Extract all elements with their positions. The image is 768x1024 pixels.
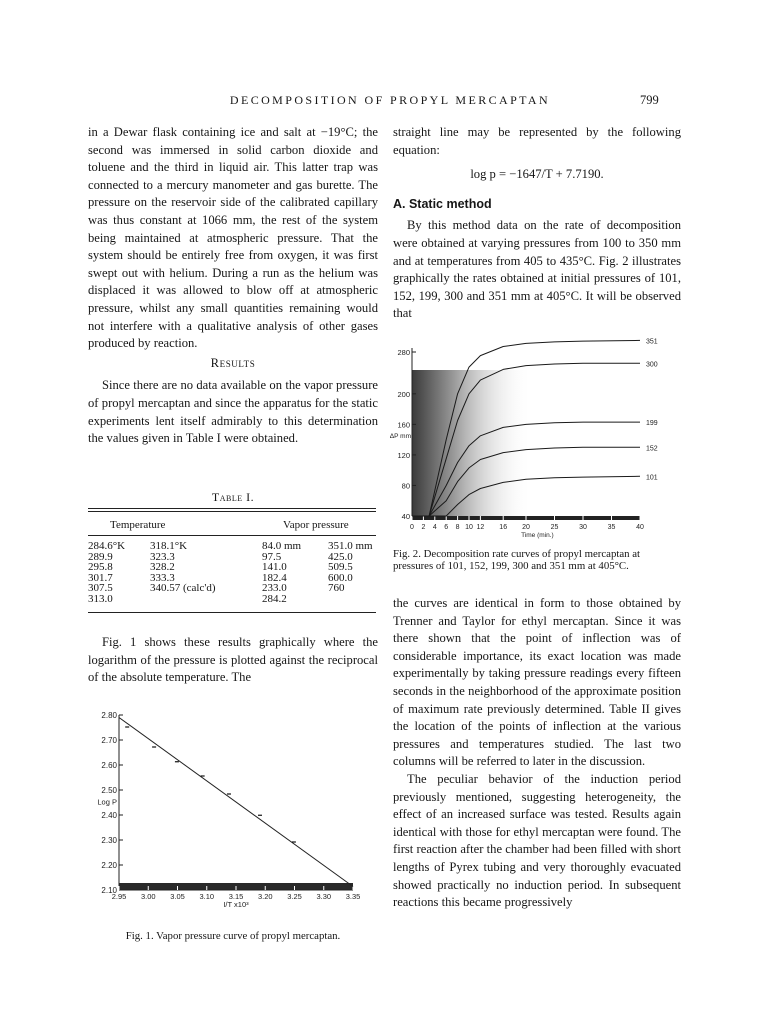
x-tick-label: 3.35	[345, 892, 361, 901]
right-paragraph-1: straight line may be represented by the following equation:	[393, 125, 681, 157]
right-column-top	[393, 124, 681, 323]
left-paragraph-2: Since there are no data available on the vapor pressure of propyl mercaptan and since the apparatus for the static experiments lent itself admirably to this determination the values given in Table I were obtained.	[88, 378, 378, 446]
series-label-101: 101	[646, 474, 658, 482]
x-tick-label: 35	[607, 524, 616, 531]
table-cell: 289.9	[88, 550, 113, 563]
table-row	[88, 594, 378, 605]
table-top-rule	[88, 508, 376, 509]
table-cell: 295.8	[88, 561, 113, 573]
table-row	[88, 583, 378, 594]
x-tick-label: 20	[522, 524, 530, 531]
figure-2-caption: Fig. 2. Decomposition rate curves of propyl mercaptan at pressures of 101, 152, 199, 300 and 351 mm at 405°C.	[393, 548, 641, 572]
y-tick-label: 2.80	[101, 711, 117, 720]
y-tick-label: 120	[397, 450, 410, 460]
y-tick-label: 2.70	[101, 736, 117, 745]
table-cell	[150, 594, 262, 605]
table-title: Table I.	[211, 490, 255, 504]
x-tick-label: 10	[465, 524, 473, 531]
table-cell: 301.7	[88, 571, 113, 584]
table-cell: 328.2	[150, 561, 175, 573]
y-tick-label: 200	[397, 389, 410, 399]
x-tick-label: 4	[432, 524, 437, 531]
table-cell: 318.1°K	[150, 540, 188, 552]
y-axis-label: ΔP mm	[390, 433, 411, 441]
x-tick-label: 3.05	[170, 892, 185, 901]
table-cell: 323.3	[150, 550, 175, 563]
results-heading: Results	[210, 355, 256, 370]
table-cell: 182.4	[262, 571, 287, 584]
table-row	[88, 541, 378, 552]
left-paragraph-3: Fig. 1 shows these results graphically where the logarithm of the pressure is plotted against the reciprocal of the absolute temperature. The	[88, 635, 378, 685]
y-tick-label: 280	[397, 348, 410, 357]
table-header-vapor-pressure: Vapor pressure	[283, 519, 349, 531]
table-cell: 333.3	[150, 571, 175, 584]
x-tick-label: 3.00	[140, 892, 156, 901]
table-cell: 84.0 mm	[262, 540, 302, 552]
x-tick-label: 3.20	[257, 892, 273, 901]
table-cell: 284.6°K	[88, 540, 126, 552]
table-cell: 760	[328, 582, 345, 594]
figure-1-caption: Fig. 1. Vapor pressure curve of propyl mercaptan.	[125, 930, 341, 942]
x-tick-label: 8	[455, 524, 460, 531]
table-cell: 509.5	[328, 561, 353, 573]
table-cell: 425.0	[328, 550, 353, 563]
x-axis-label: I/T x10³	[223, 900, 249, 909]
x-tick-label: 3.25	[287, 892, 302, 901]
y-tick-label: 2.10	[101, 886, 117, 895]
figure-1-chart	[85, 700, 385, 920]
x-tick-label: 6	[444, 524, 449, 531]
right-paragraph-4: The peculiar behavior of the induction period previously mentioned, suggesting heterogeneity, the effect of an increased surface was tested. Results again identical with those for ethyl mercaptan were found. The first reaction after the chamber had been filled with short lengths of Pyrex tubing and very thoroughly evacuated showed practically no induction period. In subsequent reactions this became progressively	[393, 771, 681, 910]
y-tick-label: 2.20	[101, 861, 117, 870]
section-heading-static-method: A. Static method	[393, 196, 492, 211]
x-tick-label: 30	[579, 524, 587, 531]
x-axis-label: Time (min.)	[521, 532, 554, 539]
series-label-300: 300	[646, 361, 658, 369]
x-tick-label: 3.30	[316, 892, 332, 901]
left-column	[88, 124, 378, 448]
y-tick-label: 40	[401, 512, 410, 521]
x-tick-label: 0	[410, 524, 414, 531]
table-cell: 233.0	[262, 582, 287, 594]
table-cell: 307.5	[88, 582, 113, 594]
table-cell: 141.0	[262, 561, 287, 573]
table-cell: 351.0 mm	[328, 540, 373, 552]
y-tick-label: 2.30	[101, 836, 117, 845]
right-paragraph-2: By this method data on the rate of decomposition were obtained at varying pressures from 100 to 350 mm and at temperatures from 405 to 435°C. Fig. 2 illustrates graphically the rates obtained at initial pressures of 101, 152, 199, 300 and 351 mm at 405°C. It will be observed that	[393, 218, 681, 321]
y-tick-label: 160	[397, 420, 410, 430]
x-tick-label: 2.95	[111, 892, 127, 901]
right-column-bottom	[393, 595, 681, 912]
page-number: 799	[640, 93, 659, 107]
running-title: DECOMPOSITION OF PROPYL MERCAPTAN	[229, 93, 551, 107]
y-tick-label: 2.40	[101, 811, 117, 820]
x-tick-label: 12	[476, 524, 485, 531]
table-cell: 340.57 (calc'd)	[150, 582, 216, 594]
table-row	[88, 562, 378, 573]
x-tick-label: 3.10	[199, 892, 215, 901]
y-axis-label: Log P	[97, 797, 117, 807]
table-top-rule-2	[88, 511, 376, 512]
y-tick-label: 80	[401, 481, 410, 491]
y-tick-label: 2.50	[101, 786, 117, 795]
equation: log p = −1647/T + 7.7190.	[470, 167, 604, 182]
fit-line	[119, 718, 353, 887]
x-tick-label: 3.15	[228, 892, 244, 901]
table-cell: 313.0	[88, 592, 113, 605]
table-cell	[328, 594, 378, 605]
table-header-temperature: Temperature	[110, 519, 166, 531]
y-tick-label: 2.60	[101, 761, 117, 770]
x-tick-label: 25	[550, 524, 559, 531]
table-cell: 600.0	[328, 571, 353, 584]
table-bottom-rule	[88, 612, 376, 613]
table-cell: 97.5	[262, 550, 282, 563]
vapor-pressure-table	[88, 541, 378, 604]
series-label-351: 351	[646, 338, 658, 346]
series-label-199: 199	[646, 420, 658, 428]
x-tick-label: 16	[499, 524, 508, 531]
right-paragraph-3: the curves are identical in form to those obtained by Trenner and Taylor for ethyl mercaptan. Since it was there shown that the point of inflection was of considerable importance, its exact location was made experimentally by taking pressure readings every fifteen seconds in the neighborhood of the approximate position of maximum rate previously determined. Table II gives the location of the points of inflection at the various pressures and temperatures studied. The last two columns will be referred to later in the discussion.	[393, 596, 681, 769]
series-label-152: 152	[646, 445, 658, 453]
figure-2-chart	[390, 338, 685, 543]
left-paragraph-3-block	[88, 634, 378, 687]
table-cell: 284.2	[262, 592, 287, 605]
x-tick-label: 2	[421, 524, 426, 531]
x-tick-label: 40	[636, 524, 644, 531]
left-paragraph-1: in a Dewar flask containing ice and salt at −19°C; the second was immersed in solid carbon dioxide and toluene and the third in liquid air. This latter trap was connected to a mercury manometer and gas burette. The pressure on the reservoir side of the calibrated capillary was thus constant at 1066 mm, the rest of the system being maintained at atmospheric pressure. That the system should be entirely free from oxygen, it was first swept out with helium. During a run as the helium was displaced it was allowed to blow off at atmospheric pressure, whilst any small quantities remaining would not interfere with a qualitative analysis of other gases produced by reaction.	[88, 125, 378, 351]
table-header-rule	[88, 535, 376, 536]
